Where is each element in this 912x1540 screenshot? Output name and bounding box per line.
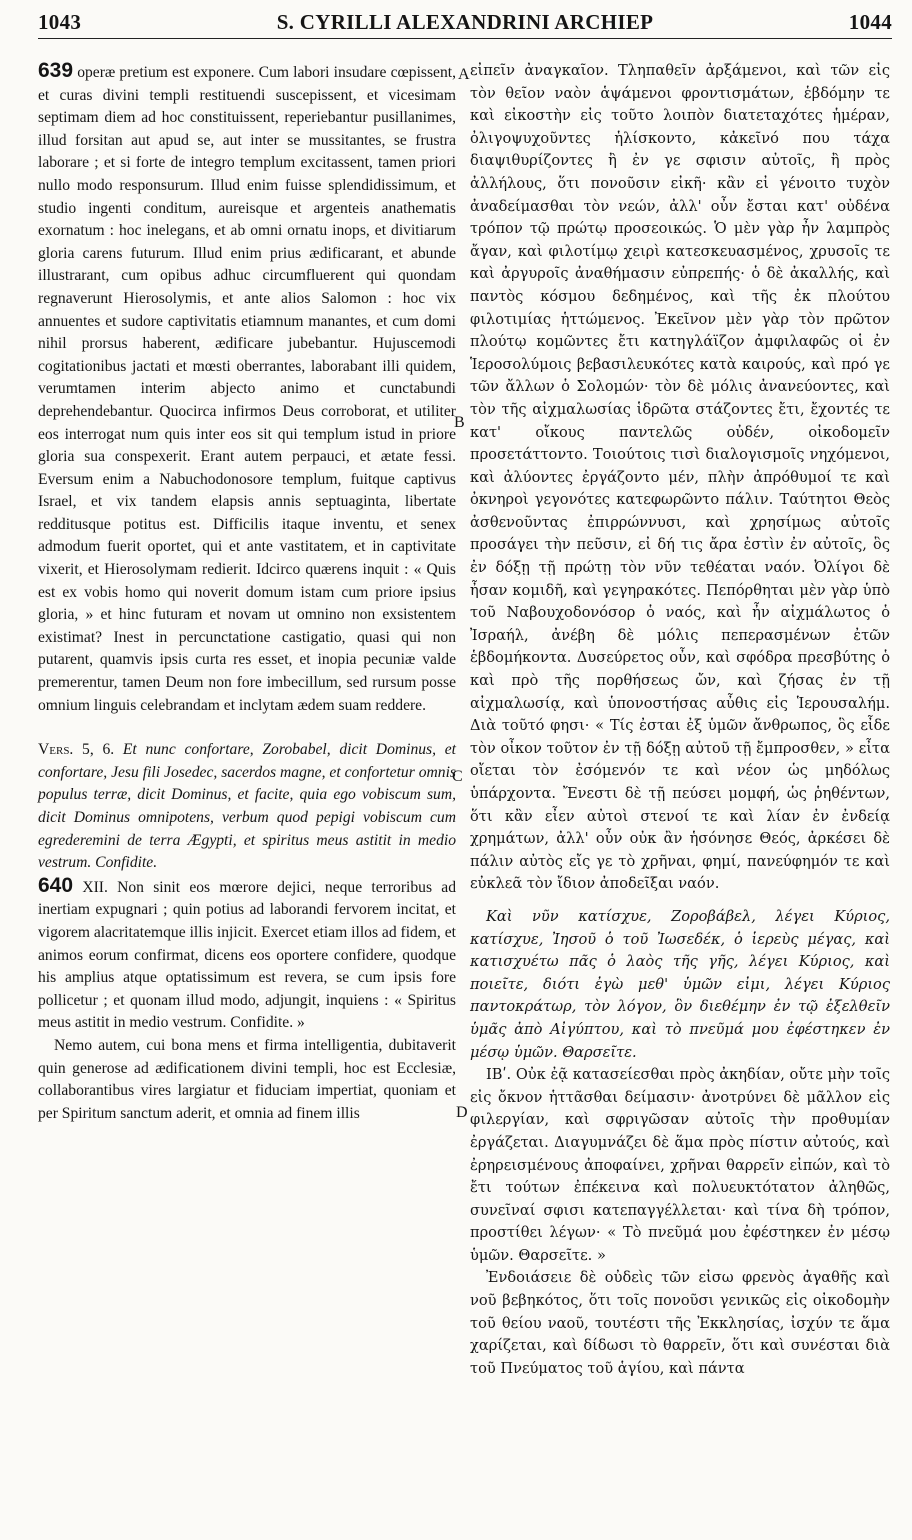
latin-paragraph-1-text: operæ pretium est exponere. Cum labori insudare cœpissent, et curas divini templi restituendi suscepissent, et vicesimam septimam diem ad hoc constituissent, reperiebantur pusillanimes, illud forsitan aut apud se, aut inter se mussitantes, se frustra laborare ; et si forte de integro templum excitassent, tamen priori nullo modo responsurum. Illud enim fuisse splendidissimum, et studio ingenti conditum, aureisque et argenteis anathematis exornatum : hoc inelegans, et ab omni ornatu inops, et divitiarum gloria carens futurum. Illud enim prius ædificarant, et abunde illustrarant, cum opibus adhuc circumfluerent qui quondam regnaverunt Hierosolymis, et ante alios Salomon : hoc vix annuentes et sudore captivitatis etiamnum manantes, et cum domi nihil prorsus haberent, ædificare jubebantur. Hujuscemodi cogitationibus jactati et mœsti oberrantes, laborabant illi quidem, verumtamen interim abjecto animo et cunctabundi deprehendebantur. Quocirca infirmos Deus corroborat, et utiliter eos interrogat num quis inter eos sit qui templum istud in priore gloria sua conspexerit. Erant autem perpauci, et ætate fessi. Eversum enim a Nabuchodonosore templum, fuitque captivus Israel, et vix tandem elapsis annis septuaginta, libertate redditusque potitus est. Difficilis itaque inventu, et senex admodum fuerit oportet, qui et ante vastitatem, et in captivitate vixerit, et Hierosolymam redierit. Idcirco quærens inquit : « Quis est ex vobis homo qui noverit domum istam cum priore ipsius gloria, » et hinc futuram et novam ut omnino non exsistentem existimat? Inest in percunctatione castigatio, quasi qui non putarent, quamvis ipsis curta res esset, et inopia pecuniæ valde premerentur, tamen Deum non fore imbecillum, sed rursum posse omnium linguis celebrandam et inclytam ædem suam reddere. bbox=[38, 64, 456, 714]
section-number-640: 640 bbox=[38, 873, 74, 897]
header-rule bbox=[38, 38, 892, 39]
greek-paragraph-1: εἰπεῖν ἀναγκαῖον. Τληπαθεῖν ἀρξάμενοι, καὶ τῶν εἰς τὸν θεῖον ναὸν ἁψάμενοι φροντισμάτων, ἑβδόμην τε καὶ εἰκοστὴν εἰς τοῦτο λοιπὸν διατεταχότες ἡμέραν, ὀλιγοψυχοῦντες ἡλίσκοντο, κἀκεῖνό που τάχα διαψιθυρίζοντες ἢ ἐν γε σφισιν αὐτοῖς, ἢ πρὸς ἀλλήλους, ὅτι πονοῦσιν εἰκῆ· κἂν εἰ γένοιτο τυχὸν ἀναδείμασθαι τὸν νεών, ἀλλ' οὖν ἔσται κατ' οὐδένα τρόπον τῷ πρώτῳ προσεοικώς. Ὁ μὲν γὰρ ἦν λαμπρὸς ἄγαν, καὶ φιλοτίμῳ χειρὶ κατεσκευασμένος, χρυσοῖς τε καὶ ἀργυροῖς ἀναθήμασιν εὐπρεπής· ὁ δὲ ἀκαλλής, καὶ παντὸς κόσμου δεδημένος, καὶ τῆς ἐκ πλούτου φιλοτιμίας ἡττώμενος. Ἐκεῖνον μὲν γὰρ τὸν πρῶτον πλούτῳ κομῶντες ἔτι κατηγλάϊζον ἀμφιλαφῶς οἱ ἐν Ἱεροσολύμοις βεβασιλευκότες κατὰ καιρούς, καὶ πρό γε τῶν ἄλλων ὁ Σολομών· τὸν δὲ μόλις ἀνανεύοντες, καὶ τὸν τῆς αἰχμαλωσίας ἱδρῶτα στάζοντες ἔτι, ἔχοντές τε κατ' οἴκους παντελῶς οὐδέν, οἰκοδομεῖν προσετάττοντο. Τοιούτοις τισὶ διαλογισμοῖς νηχόμενοι, καὶ ἀλύοντες ἐργάζοντο μέν, πλὴν ἀπρόθυμοί τε καὶ ὀκνηροὶ γεγονότες κατεφωρῶντο πάλιν. Ταύτητοι Θεὸς ἀσθενοῦντας ἐπιρρώννυσι, καὶ χρησίμως αὐτοῖς προσάγει τὴν πεῦσιν, εἰ δή τις ἄρα ἐστὶν ἐν αὐτοῖς, ὃς ἐν δόξῃ τῇ πρώτῃ τὸν νῦν τεθέαται ναόν. Ὀλίγοι δὲ ἦσαν κομιδῆ, καὶ γεγηρακότες. Πεπόρθηται μὲν γὰρ ὑπὸ τοῦ Ναβουχοδονόσορ ὁ ναός, καὶ ἦν αἰχμάλωτος ὁ Ἰσραήλ, ἀνέβη δὲ μόλις πεπερασμένων ἐτῶν ἑβδομήκοντα. Δυσεύρετος οὖν, καὶ σφόδρα πρεσβύτης ὁ καὶ πρὸ τῆς πορθήσεως ὤν, καὶ ζήσας ἐν τῇ αἰχμαλωσίᾳ, καὶ ὑπονοστήσας αὖθις εἰς Ἱερουσαλήμ. Διὰ τοῦτό φησι· « Τίς ἐσται ἐξ ὑμῶν ἄνθρωπος, ὃς εἶδε τὸν οἶκον τοῦτον ἐν τῇ δόξῃ αὐτοῦ τῇ ἔμπροσθεν, » εἶτα οἴεται τὸν ἐσόμενόν τε καὶ νέον ὡς μηδόλως ὑπάρχοντα. Ἔνεστι δὲ τῇ πεύσει μομφή, ὡς ῥηθέντων, ὅτι κἂν εἶεν αὐτοὶ στενοί τε καὶ λίαν ἐν ἐνδείᾳ χρημάτων, ἀλλ' οὖν οὐκ ἂν ἡσόνησε Θεός, ἀρκέσει δὲ πάλιν αὐτὸς εἴς γε τὸ χρῆναι, φημί, πανεύφημόν τε καὶ εὐκλεᾶ τὸν ἴδιον ἀποδεῖξαι ναόν. bbox=[470, 62, 890, 893]
section-number-639: 639 bbox=[38, 59, 74, 82]
page-number-right: 1044 bbox=[848, 10, 892, 34]
greek-paragraph-3: Ἐνδοιάσειε δὲ οὐδεὶς τῶν εἰσω φρενὸς ἀγαθῆς καὶ νοῦ βεβηκότος, ὅτι τοῖς πονοῦσι γενικῶς εἰς οἰκοδομὴν τοῦ θείου ναοῦ, τουτέστι τῆς Ἐκκλησίας, ἰσχύν τε ἅμα χαρίζεται, καὶ δίδωσι τὸ θαρρεῖν, ὅτι καὶ συνέσται διὰ τοῦ Πνεύματος τοῦ ἁγίου, καὶ πάντα bbox=[470, 1269, 890, 1377]
greek-verse-text: Καὶ νῦν κατίσχυε, Ζοροβάβελ, λέγει Κύριος, κατίσχυε, Ἰησοῦ ὁ τοῦ Ἰωσεδέκ, ὁ ἱερεὺς μέγας, καὶ κατισχυέτω πᾶς ὁ λαὸς τῆς γῆς, λέγει Κύριος, καὶ ποιεῖτε, διότι ἐγὼ μεθ' ὑμῶν εἰμι, λέγει Κύριος παντοκράτωρ, τὸν λόγον, ὃν διεθέμην ἐν τῷ ἐξελθεῖν ὑμᾶς ἀπὸ Αἰγύπτου, καὶ τὸ πνεῦμά μου ἐφέστηκεν ἐν μέσῳ ὑμῶν. Θαρσεῖτε. bbox=[470, 907, 890, 1061]
page-header bbox=[38, 10, 892, 36]
greek-paragraph-2: ΙΒʹ. Οὐκ ἐᾷ κατασείεσθαι πρὸς ἀκηδίαν, οὔτε μὴν τοῖς εἰς ὄκνον ἡττᾶσθαι δείμασιν· ἀνοτρύνει δὲ μᾶλλον εἰς φιλεργίαν, καὶ σφριγῶσαν αὐτοῖς τὴν προθυμίαν ἐργάζεται. Διαγυμνάζει δὲ ἅμα πρὸς πίστιν αὐτούς, καὶ ἐρηρεισμένους ἀποφαίνει, χρῆναι θαρρεῖν εἰπών, καὶ τὸ ἔτι τούτων ἐπέκεινα καὶ πολυευκτότατον ἀληθῶς, συνεῖναί σφισι κατεπαγγέλλεται· καὶ τίνα δὴ τρόπον, προστίθει λέγων· « Τὸ πνεῦμά μου ἐφέστηκεν ἐν μέσῳ ὑμῶν. Θαρσεῖτε. » bbox=[470, 1066, 890, 1264]
verse-label: Vers. 5, 6. bbox=[38, 741, 115, 759]
margin-marker-d: D bbox=[456, 1104, 468, 1121]
latin-verse-block bbox=[38, 739, 456, 875]
greek-column bbox=[470, 60, 890, 1380]
latin-verse-text: Et nunc confortare, Zorobabel, dicit Dominus, et confortare, Jesu fili Josedec, sacerdos magne, et confortetur omnis populus terræ, dicit Dominus, et facite, quia ego vobiscum sum, dicit Dominus omnipotens, verbum quod pepigi vobiscum cum egrederemini de terra Ægypti, et spiritus meus astitit in medio vestrum. Confidite. bbox=[38, 741, 456, 872]
latin-paragraph-2-text: XII. Non sinit eos mœrore dejici, neque terroribus ad inertiam expugnari ; quin potius ad laborandi fervorem incitat, et vigorem alacritatemque illis injicit. Exercet etiam illos ad fidem, et animos eorum confirmat, dicens eos oportere confidere, quodque his amplius atque optatissimum est revera, se cum ipsis fore pollicetur ; et quonam illud modo, adjungit, inquiens : « Spiritus meus astitit in medio vestrum. Confidite. » bbox=[38, 878, 457, 1032]
margin-marker-a: A bbox=[458, 66, 470, 83]
running-title: S. CYRILLI ALEXANDRINI ARCHIEP bbox=[276, 10, 654, 34]
latin-paragraph-3: Nemo autem, cui bona mens et firma intelligentia, dubitaverit quin generose ad ædificationem divini templi, hoc est Ecclesiæ, collaborantibus vires largiatur et fiduciam impertiat, quoniam et per Spiritum sanctum aderit, et omnia ad finem illis bbox=[38, 1036, 456, 1122]
latin-column bbox=[38, 60, 456, 1125]
latin-paragraph-1 bbox=[38, 60, 456, 717]
margin-marker-b: B bbox=[454, 414, 465, 431]
latin-paragraph-2 bbox=[38, 875, 456, 1035]
page-number-left: 1043 bbox=[38, 10, 82, 34]
margin-marker-c: C bbox=[452, 768, 463, 785]
